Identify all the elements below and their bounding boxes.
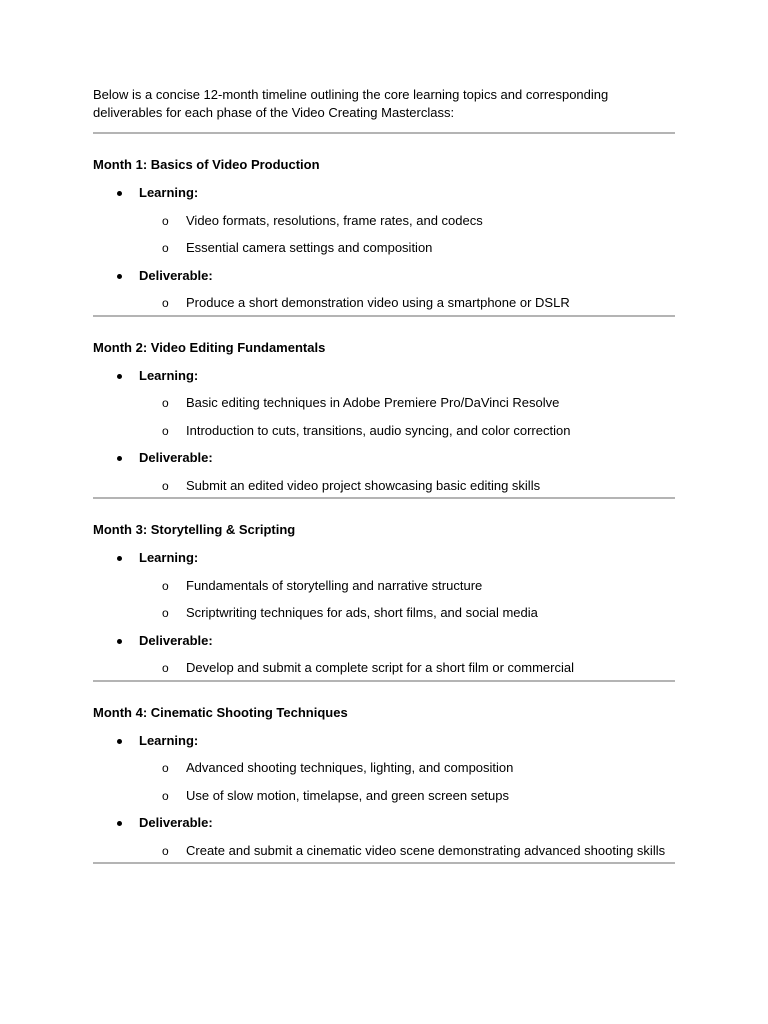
list-item	[162, 239, 675, 267]
learning-item: Introduction to cuts, transitions, audio syncing, and color correction	[186, 422, 571, 438]
bullet-dot-icon	[117, 639, 122, 644]
circle-bullet-icon: o	[162, 478, 169, 493]
bullet-dot-icon	[117, 374, 122, 379]
month-section	[93, 499, 675, 687]
deliverable-label: Deliverable:	[139, 267, 213, 283]
learning-label: Learning:	[139, 367, 199, 383]
bullet-dot-icon	[117, 556, 122, 561]
list-item	[162, 659, 675, 687]
learning-bullet	[139, 732, 675, 760]
list-item	[162, 577, 675, 605]
list-item	[162, 604, 675, 632]
learning-bullet	[139, 367, 675, 395]
bullet-dot-icon	[117, 821, 122, 826]
circle-bullet-icon: o	[162, 843, 169, 858]
deliverable-label: Deliverable:	[139, 815, 213, 830]
circle-bullet-icon: o	[162, 788, 169, 803]
deliverable-bullet	[139, 814, 675, 842]
deliverable-label: Deliverable:	[139, 632, 213, 648]
circle-bullet-icon: o	[162, 661, 169, 675]
learning-label: Learning:	[139, 550, 199, 565]
month-title: Month 3: Storytelling & Scripting	[93, 522, 296, 537]
deliverable-bullet	[139, 267, 675, 295]
circle-bullet-icon: o	[162, 296, 169, 310]
bullet-dot-icon	[117, 191, 122, 196]
month-section	[93, 682, 675, 870]
month-section	[93, 134, 675, 322]
circle-bullet-icon: o	[162, 606, 169, 620]
learning-item: Essential camera settings and composition	[186, 240, 433, 255]
learning-item: Use of slow motion, timelapse, and green screen setups	[186, 787, 510, 803]
list-item	[162, 212, 675, 240]
learning-label: Learning:	[139, 732, 199, 748]
deliverable-item: Produce a short demonstration video using a smartphone or DSLR	[186, 295, 570, 310]
deliverable-item: Create and submit a cinematic video scene demonstrating advanced shooting skills	[186, 842, 666, 858]
intro-paragraph: Below is a concise 12-month timeline outlining the core learning topics and corresponding deliverables for each phase of the Video Creating Masterclass:	[93, 87, 609, 120]
deliverable-item: Submit an edited video project showcasing basic editing skills	[186, 477, 541, 493]
month-title: Month 2: Video Editing Fundamentals	[93, 339, 326, 355]
learning-item: Basic editing techniques in Adobe Premiere Pro/DaVinci Resolve	[186, 395, 560, 410]
bullet-dot-icon	[117, 274, 122, 279]
learning-item: Scriptwriting techniques for ads, short films, and social media	[186, 605, 538, 620]
learning-label: Learning:	[139, 185, 199, 200]
list-item	[162, 394, 675, 422]
deliverable-bullet	[139, 449, 675, 477]
bullet-dot-icon	[117, 739, 122, 744]
learning-item: Advanced shooting techniques, lighting, and composition	[186, 760, 514, 775]
deliverable-bullet	[139, 632, 675, 660]
deliverable-label: Deliverable:	[139, 450, 213, 465]
month-title: Month 1: Basics of Video Production	[93, 157, 320, 172]
circle-bullet-icon: o	[162, 761, 169, 775]
circle-bullet-icon: o	[162, 423, 169, 438]
month-section	[93, 317, 675, 505]
learning-item: Video formats, resolutions, frame rates, and codecs	[186, 212, 483, 228]
learning-bullet	[139, 184, 675, 212]
list-item	[162, 422, 675, 450]
learning-item: Fundamentals of storytelling and narrative structure	[186, 577, 483, 593]
circle-bullet-icon: o	[162, 213, 169, 228]
document-page	[93, 86, 675, 864]
list-item	[162, 477, 675, 505]
learning-bullet	[139, 549, 675, 577]
list-item	[162, 759, 675, 787]
month-title: Month 4: Cinematic Shooting Techniques	[93, 704, 348, 720]
deliverable-item: Develop and submit a complete script for a short film or commercial	[186, 660, 574, 675]
circle-bullet-icon: o	[162, 241, 169, 255]
list-item	[162, 294, 675, 322]
circle-bullet-icon: o	[162, 396, 169, 410]
list-item	[162, 787, 675, 815]
circle-bullet-icon: o	[162, 578, 169, 593]
bullet-dot-icon	[117, 456, 122, 461]
list-item	[162, 842, 675, 870]
